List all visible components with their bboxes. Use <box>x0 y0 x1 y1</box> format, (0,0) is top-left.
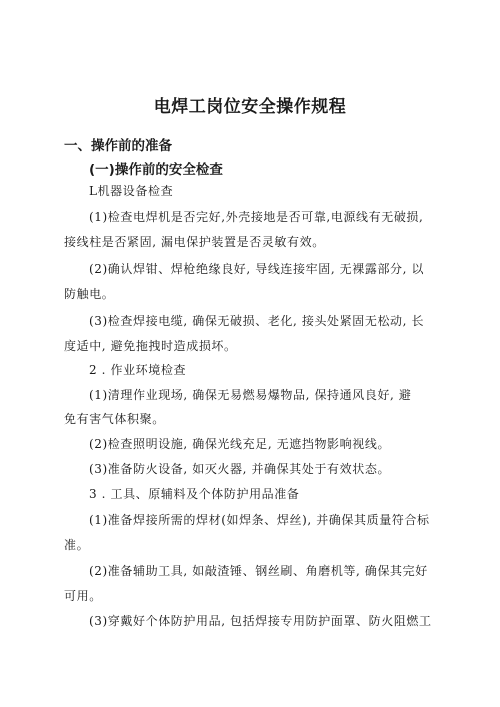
paragraph-line: (1)准备焊接所需的焊材(如焊条、焊丝), 并确保其质量符合标 <box>89 513 430 527</box>
document-title: 电焊工岗位安全操作规程 <box>153 97 347 117</box>
paragraph-line: 免有害气体积聚。 <box>64 412 165 426</box>
paragraph-line: (2)确认焊钳、焊枪绝缘良好, 导线连接牢固, 无裸露部分, 以 <box>89 262 425 276</box>
paragraph-line: (3)准备防火设备, 如灭火器, 并确保其处于有效状态。 <box>89 462 391 476</box>
paragraph-line: (1)检查电焊机是否完好,外壳接地是否可靠,电源线有无破损, <box>89 210 424 224</box>
paragraph-line: (3)穿戴好个体防护用品, 包括焊接专用防护面罩、防火阻燃工 <box>89 614 432 628</box>
item-heading: 3 . 工具、原辅料及个体防护用品准备 <box>89 487 300 501</box>
paragraph-line: (2)检查照明设施, 确保光线充足, 无遮挡物影响视线。 <box>89 437 391 451</box>
paragraph-line: 防触电。 <box>64 287 115 301</box>
paragraph-line: (2)准备辅助工具, 如敲渣锤、钢丝刷、角磨机等, 确保其完好 <box>89 564 428 578</box>
paragraph-line: (1)清理作业现场, 确保无易燃易爆物品, 保持通风良好, 避 <box>89 388 412 402</box>
item-heading: 2 . 作业环境检查 <box>89 363 187 377</box>
item-heading: L机器设备检查 <box>89 184 174 198</box>
paragraph-line: 准。 <box>64 538 90 552</box>
subsection-heading: (一)操作前的安全检查 <box>89 162 223 178</box>
section-heading: 一、操作前的准备 <box>64 138 172 154</box>
paragraph-line: 接线柱是否紧固, 漏电保护装置是否灵敏有效。 <box>64 235 325 249</box>
paragraph-line: 可用。 <box>64 589 102 603</box>
paragraph-line: 度适中, 避免拖拽时造成损坏。 <box>64 339 237 353</box>
paragraph-line: (3)检查焊接电缆, 确保无破损、老化, 接头处紧固无松动, 长 <box>89 314 425 328</box>
